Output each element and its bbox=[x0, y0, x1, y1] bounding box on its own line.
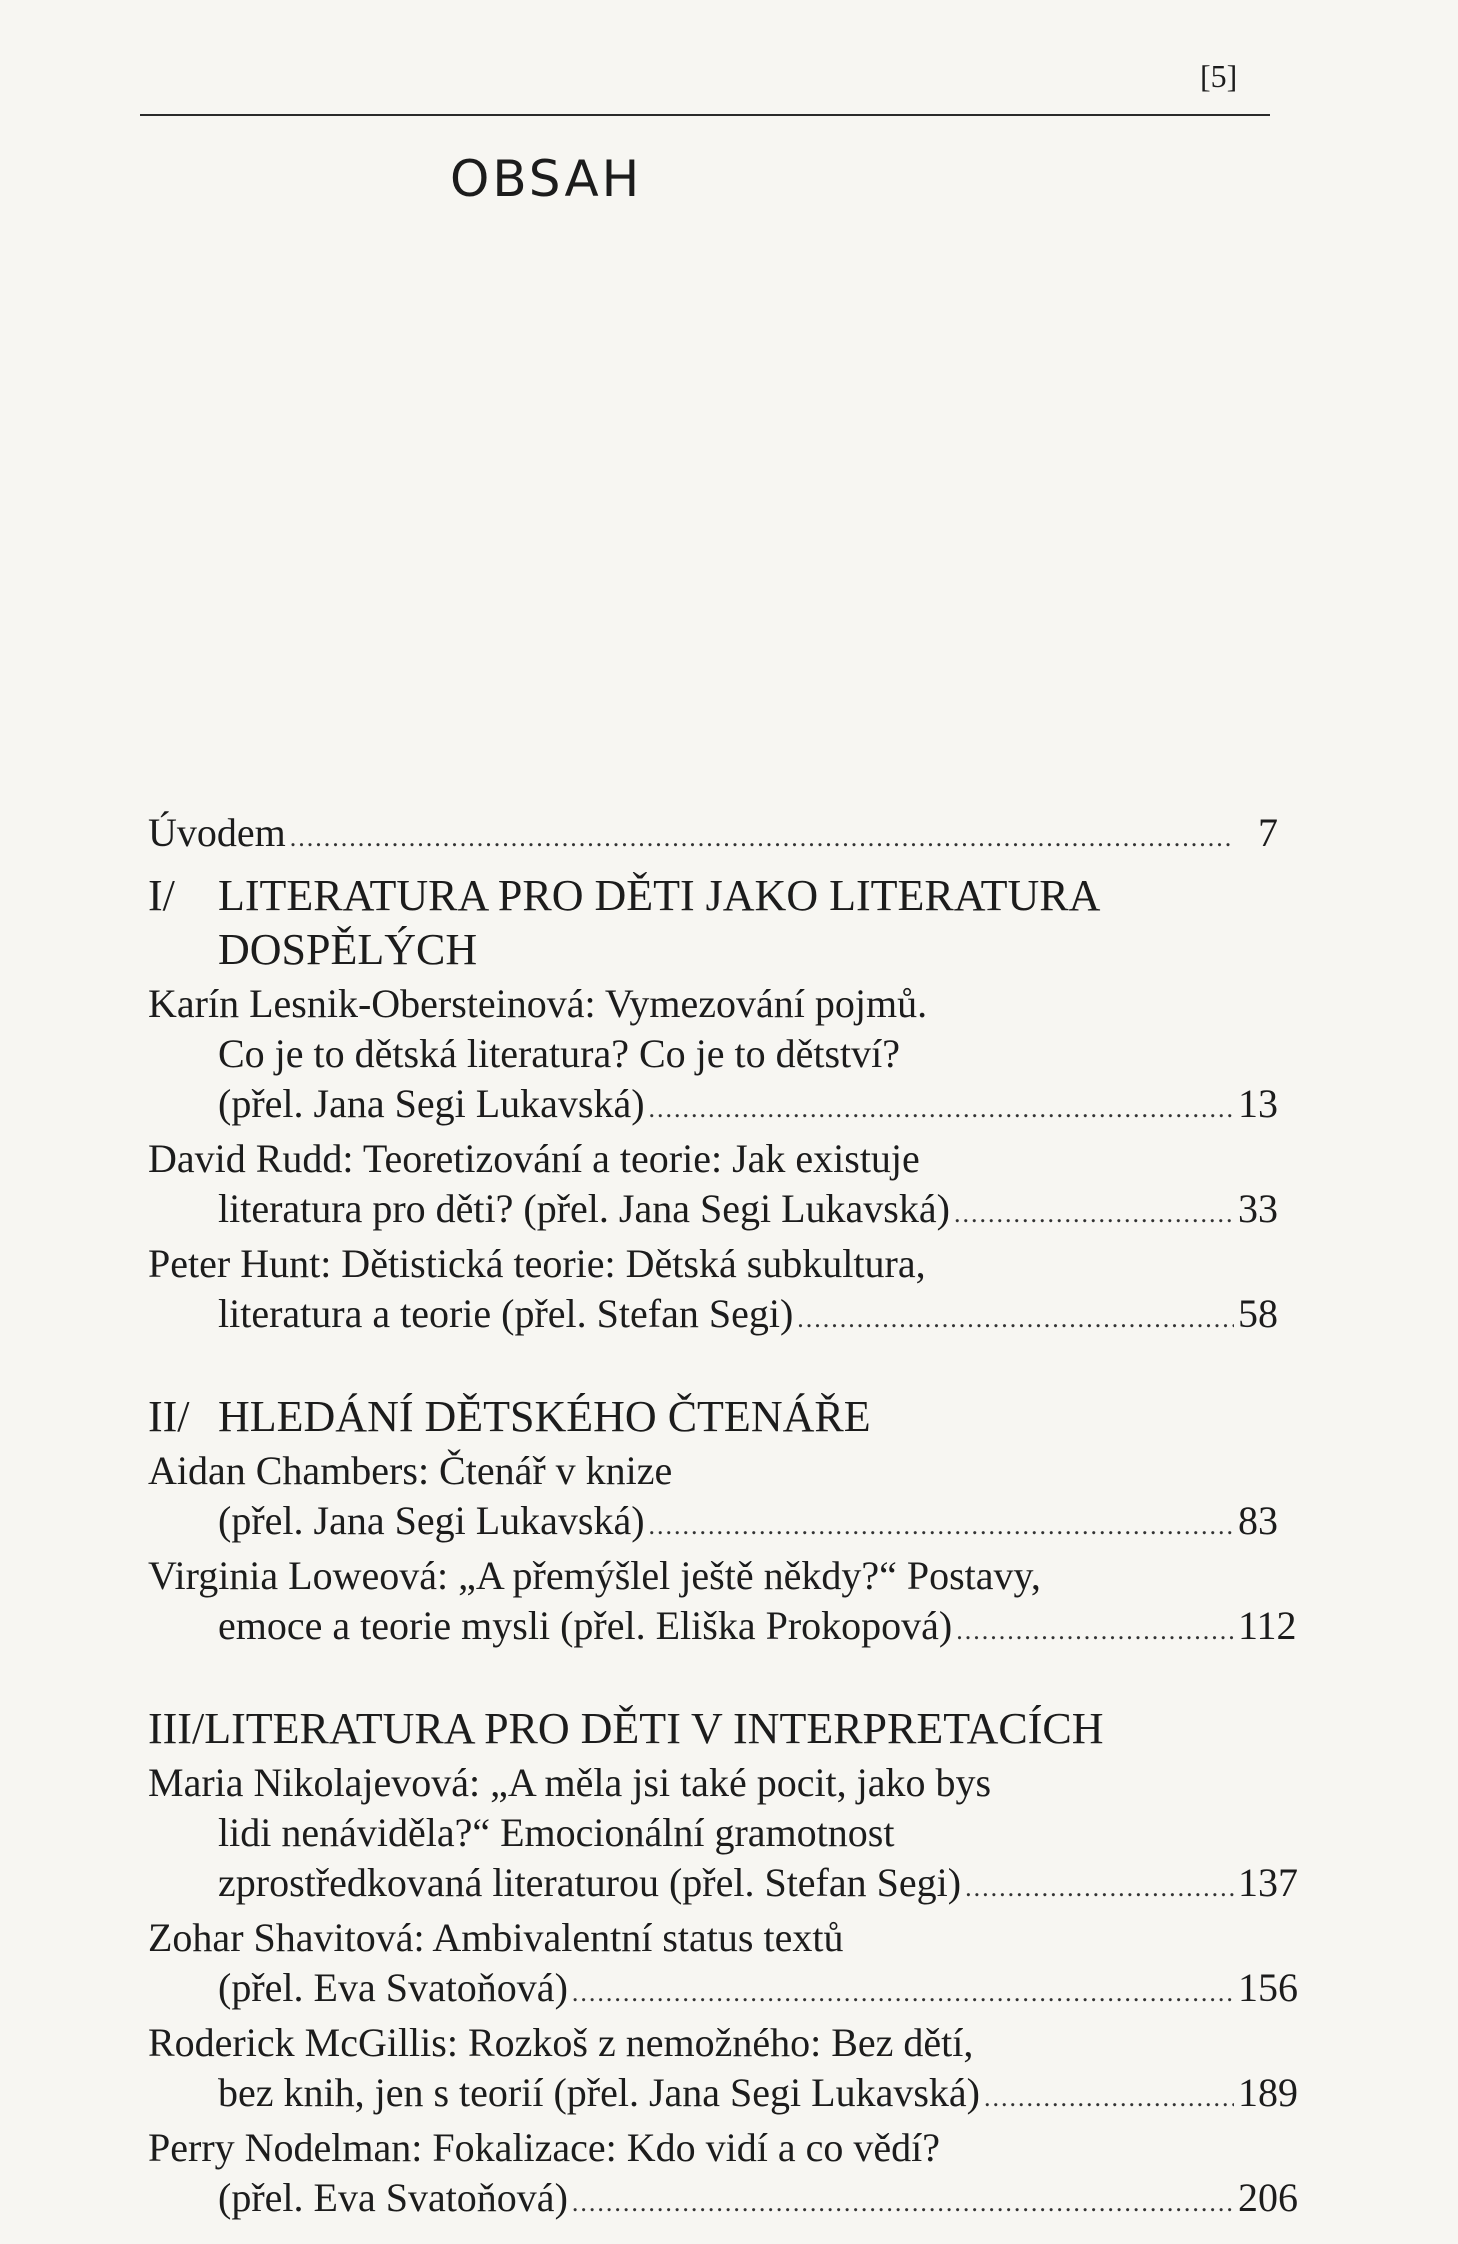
toc-entry-text: Co je to dětská literatura? Co je to dětství? bbox=[218, 1031, 901, 1076]
section-title: LITERATURA PRO DĚTI JAKO LITERATURA bbox=[218, 871, 1101, 920]
section-title: HLEDÁNÍ DĚTSKÉHO ČTENÁŘE bbox=[218, 1392, 871, 1441]
toc-entry[interactable] bbox=[148, 979, 1278, 1134]
toc-entry-page: 112 bbox=[1238, 1603, 1297, 1648]
toc-entry-page: 33 bbox=[1238, 1186, 1278, 1231]
toc-entry-text: literatura a teorie (přel. Stefan Segi) bbox=[218, 1291, 794, 1336]
leader-dots bbox=[984, 2073, 1234, 2123]
leader-dots bbox=[954, 1189, 1234, 1239]
toc-entry-text: Roderick McGillis: Rozkoš z nemožného: Bez dětí, bbox=[148, 2020, 974, 2065]
leader-dots bbox=[649, 1084, 1234, 1134]
leader-dots bbox=[965, 1863, 1234, 1913]
section-heading-3 bbox=[148, 1702, 1278, 1756]
toc-entry-text: Zohar Shavitová: Ambivalentní status textů bbox=[148, 1915, 844, 1960]
toc-entry[interactable] bbox=[148, 1134, 1278, 1239]
toc-entry[interactable] bbox=[148, 1913, 1298, 2018]
leader-dots bbox=[797, 1294, 1234, 1344]
toc-entry-text: (přel. Jana Segi Lukavská) bbox=[218, 1081, 645, 1126]
toc-entry-text: (přel. Eva Svatoňová) bbox=[218, 1965, 568, 2010]
toc-entry-page: 7 bbox=[1258, 810, 1278, 855]
toc-entry-text: bez knih, jen s teorií (přel. Jana Segi Lukavská) bbox=[218, 2070, 980, 2115]
toc-entry[interactable] bbox=[148, 1239, 1278, 1344]
section-number: III/ bbox=[148, 1704, 205, 1753]
section-heading-1 bbox=[148, 869, 1278, 977]
leader-dots bbox=[290, 813, 1234, 863]
leader-dots bbox=[649, 1501, 1234, 1551]
toc-entry-page: 58 bbox=[1238, 1291, 1278, 1336]
toc-entry-text: (přel. Jana Segi Lukavská) bbox=[218, 1498, 645, 1543]
toc-entry[interactable] bbox=[148, 1551, 1297, 1656]
toc-entry-title: Úvodem bbox=[148, 810, 286, 855]
toc-entry-page: 156 bbox=[1238, 1965, 1298, 2010]
table-of-contents bbox=[148, 808, 1298, 2228]
toc-entry[interactable] bbox=[148, 1758, 1298, 1913]
toc-entry[interactable] bbox=[148, 1446, 1278, 1551]
toc-entry-page: 13 bbox=[1238, 1081, 1278, 1126]
section-number: I/ bbox=[148, 871, 175, 920]
leader-dots bbox=[956, 1606, 1234, 1656]
leader-dots bbox=[572, 1968, 1234, 2018]
header-rule bbox=[140, 114, 1270, 116]
toc-entry-text: lidi nenáviděla?“ Emocionální gramotnost bbox=[218, 1810, 895, 1855]
toc-entry-text: Peter Hunt: Dětistická teorie: Dětská subkultura, bbox=[148, 1241, 926, 1286]
toc-entry[interactable] bbox=[148, 2018, 1298, 2123]
toc-entry-text: zprostředkovaná literaturou (přel. Stefan Segi) bbox=[218, 1860, 962, 1905]
toc-entry-page: 137 bbox=[1238, 1860, 1298, 1905]
section-number: II/ bbox=[148, 1392, 190, 1441]
section-title: DOSPĚLÝCH bbox=[218, 925, 478, 974]
page-title: OBSAH bbox=[450, 150, 643, 208]
toc-entry[interactable] bbox=[148, 2123, 1298, 2228]
toc-entry-text: Aidan Chambers: Čtenář v knize bbox=[148, 1448, 673, 1493]
toc-entry-text: emoce a teorie mysli (přel. Eliška Prokopová) bbox=[218, 1603, 953, 1648]
toc-entry-text: Virginia Loweová: „A přemýšlel ještě někdy?“ Postavy, bbox=[148, 1553, 1041, 1598]
toc-entry-text: Maria Nikolajevová: „A měla jsi také pocit, jako bys bbox=[148, 1760, 992, 1805]
leader-dots bbox=[572, 2178, 1234, 2228]
page-number: [5] bbox=[1200, 58, 1238, 94]
toc-entry-intro[interactable] bbox=[148, 808, 1278, 863]
section-title: LITERATURA PRO DĚTI V INTERPRETACÍCH bbox=[204, 1704, 1104, 1753]
toc-entry-text: David Rudd: Teoretizování a teorie: Jak existuje bbox=[148, 1136, 920, 1181]
toc-entry-page: 206 bbox=[1238, 2175, 1298, 2220]
toc-entry-text: (přel. Eva Svatoňová) bbox=[218, 2175, 568, 2220]
toc-entry-text: Perry Nodelman: Fokalizace: Kdo vidí a co vědí? bbox=[148, 2125, 940, 2170]
toc-entry-text: literatura pro děti? (přel. Jana Segi Lukavská) bbox=[218, 1186, 950, 1231]
toc-entry-text: Karín Lesnik-Obersteinová: Vymezování pojmů. bbox=[148, 981, 928, 1026]
toc-entry-page: 189 bbox=[1238, 2070, 1298, 2115]
toc-entry-page: 83 bbox=[1238, 1498, 1278, 1543]
section-heading-2 bbox=[148, 1390, 1278, 1444]
